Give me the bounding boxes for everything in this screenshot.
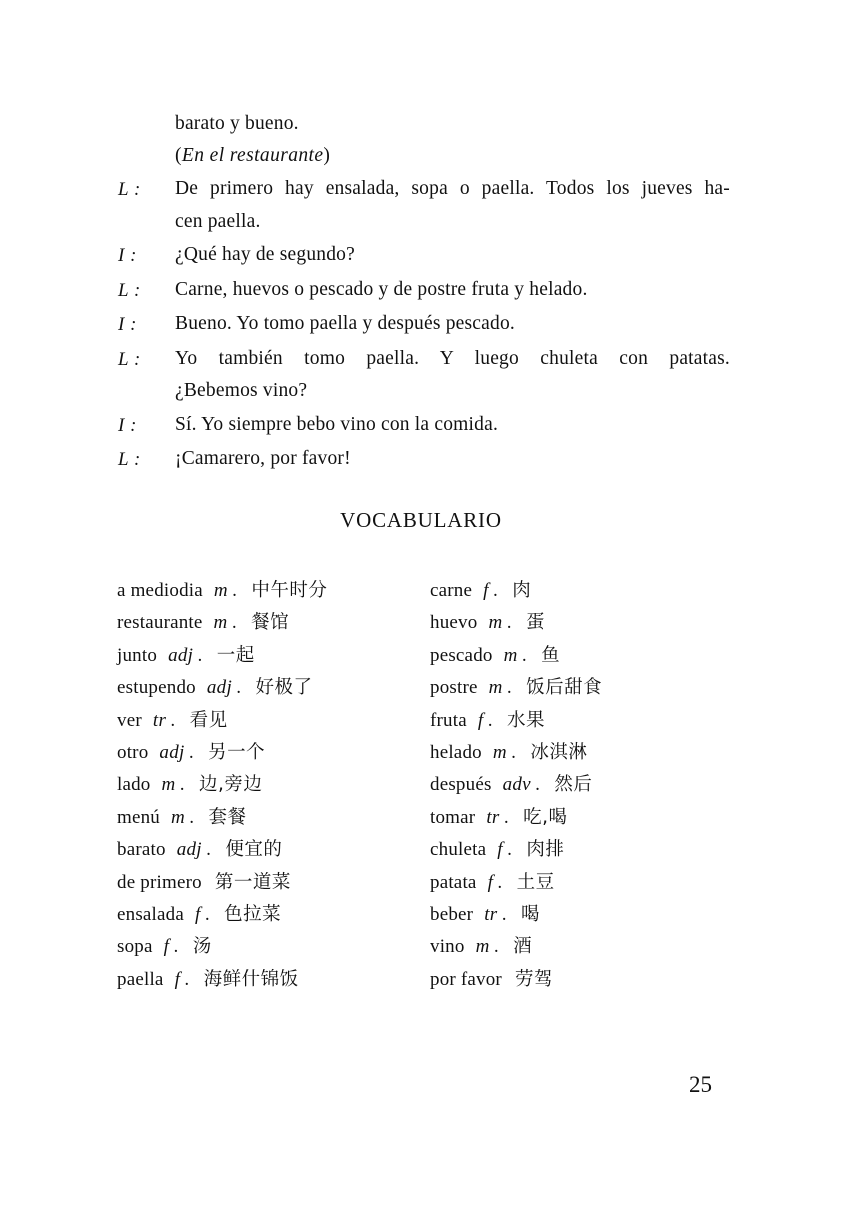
dialogue-line: Yo también tomo paella. Y luego chuleta con patatas. [175, 347, 730, 369]
chinese-gloss: 鱼 [541, 644, 561, 666]
chinese-gloss: 汤 [192, 936, 212, 958]
vocabulary-entry [117, 803, 430, 835]
vocabulary-entry [430, 868, 743, 900]
part-of-speech: f . [497, 839, 512, 861]
chinese-gloss: 色拉菜 [224, 903, 282, 925]
vocabulary-term: sopa [117, 936, 153, 958]
vocabulary-term: vino [430, 936, 465, 958]
vocabulary-term: helado [430, 741, 482, 763]
chinese-gloss: 套餐 [208, 806, 247, 828]
dialogue-turn [118, 173, 730, 238]
vocabulary-entry [430, 932, 743, 964]
part-of-speech: f . [164, 936, 179, 958]
chinese-gloss: 一起 [216, 644, 255, 666]
speaker-label: L : [118, 449, 141, 470]
vocabulary-entry [117, 965, 430, 997]
chinese-gloss: 餐馆 [251, 612, 290, 634]
vocabulary-term: otro [117, 741, 149, 763]
dialogue-text [175, 308, 730, 341]
dialogue-text [175, 274, 730, 307]
vocabulary-entry [430, 641, 743, 673]
stage-direction-open-paren: ( [175, 145, 182, 166]
dialogue-turn [118, 274, 730, 308]
part-of-speech: adj . [177, 839, 212, 861]
vocabulary-term: estupendo [117, 677, 196, 699]
part-of-speech: tr . [484, 904, 507, 926]
chinese-gloss: 吃,喝 [523, 806, 568, 828]
vocabulary-heading: VOCABULARIO [340, 508, 502, 532]
part-of-speech: f . [195, 904, 210, 926]
vocabulary-section [117, 576, 777, 997]
vocabulary-entry [117, 900, 430, 932]
stage-direction-close-paren: ) [323, 145, 331, 166]
continuation-line: barato y bueno. [175, 113, 299, 134]
speaker-label: I : [118, 314, 137, 335]
vocabulary-term: lado [117, 774, 151, 796]
speaker-label: L : [118, 279, 141, 301]
vocabulary-entry [117, 835, 430, 867]
part-of-speech: m . [214, 580, 238, 602]
dialogue-turn [118, 443, 730, 477]
vocabulary-entry [430, 706, 743, 738]
vocabulary-term: fruta [430, 709, 467, 731]
chinese-gloss: 蛋 [525, 612, 545, 634]
dialogue-line: Bueno. Yo tomo paella y después pescado. [175, 313, 515, 334]
vocabulary-term: a mediodia [117, 580, 203, 601]
page-number: 25 [689, 1072, 712, 1097]
dialogue-text [175, 173, 730, 238]
vocabulary-term: restaurante [117, 612, 203, 634]
vocabulary-entry [117, 932, 430, 964]
dialogue-line: Carne, huevos o pescado y de postre fruta y helado. [175, 278, 588, 300]
vocabulary-term: carne [430, 580, 473, 601]
vocabulary-term: menú [117, 806, 161, 828]
vocabulary-entry [117, 738, 430, 770]
vocabulary-entry [430, 900, 743, 932]
dialogue-line: Sí. Yo siempre bebo vino con la comida. [175, 413, 499, 435]
part-of-speech: f . [483, 580, 498, 602]
vocabulary-term: pescado [430, 644, 493, 666]
chinese-gloss: 饭后甜食 [526, 677, 603, 699]
vocabulary-term: ensalada [117, 903, 185, 925]
part-of-speech: adv . [503, 774, 541, 796]
chinese-gloss: 便宜的 [225, 839, 283, 861]
vocabulary-term: de primero [117, 871, 202, 893]
part-of-speech: f . [488, 872, 503, 894]
part-of-speech: m . [162, 774, 186, 796]
speaker-label: I : [118, 245, 137, 266]
part-of-speech: adj . [168, 645, 203, 667]
dialogue-line: ¡Camarero, por favor! [175, 448, 351, 469]
vocabulary-left-column [117, 576, 430, 997]
dialogue-text [175, 343, 730, 408]
vocabulary-entry [117, 868, 430, 900]
part-of-speech: m . [504, 645, 528, 667]
dialogue-line: De primero hay ensalada, sopa o paella. Todos los jueves ha- [175, 178, 730, 199]
dialogue-line: cen paella. [175, 210, 261, 232]
part-of-speech: m . [171, 807, 195, 829]
vocabulary-term: ver [117, 709, 142, 731]
vocabulary-term: tomar [430, 806, 476, 828]
stage-direction-text: En el restaurante [181, 145, 324, 166]
chinese-gloss: 然后 [554, 774, 593, 796]
part-of-speech: adj . [207, 677, 242, 699]
vocabulary-entry [117, 673, 430, 705]
vocabulary-term: beber [430, 903, 474, 925]
vocabulary-entry [117, 576, 430, 608]
vocabulary-right-column [430, 576, 743, 997]
vocabulary-entry [430, 738, 743, 770]
vocabulary-entry [117, 770, 430, 802]
vocabulary-entry [430, 835, 743, 867]
vocabulary-term: postre [430, 677, 478, 699]
part-of-speech: m . [476, 936, 500, 958]
vocabulary-entry [117, 608, 430, 640]
part-of-speech: tr . [153, 710, 176, 732]
vocabulary-entry [430, 673, 743, 705]
dialogue-turn [118, 239, 730, 273]
vocabulary-entry [430, 770, 743, 802]
part-of-speech: m . [214, 612, 238, 634]
chinese-gloss: 肉排 [526, 839, 565, 861]
dialogue-line: ¿Bebemos vino? [175, 380, 308, 401]
dialogue-section [118, 108, 730, 477]
vocabulary-term: junto [117, 644, 158, 666]
part-of-speech: m . [493, 742, 517, 764]
chinese-gloss: 冰淇淋 [530, 741, 588, 763]
dialogue-turn [118, 308, 730, 342]
vocabulary-entry [430, 576, 743, 608]
part-of-speech: m . [488, 612, 512, 634]
dialogue-turn-list [118, 173, 730, 477]
dialogue-turn [118, 409, 730, 443]
chinese-gloss: 看见 [189, 709, 228, 731]
chinese-gloss: 好极了 [255, 677, 313, 699]
vocabulary-entry [430, 803, 743, 835]
part-of-speech: f . [175, 969, 190, 991]
chinese-gloss: 中午时分 [251, 580, 328, 601]
dialogue-text [175, 239, 730, 272]
vocabulary-term: por favor [430, 968, 502, 990]
chinese-gloss: 第一道菜 [214, 871, 291, 893]
part-of-speech: f . [478, 710, 493, 732]
chinese-gloss: 喝 [520, 903, 540, 925]
part-of-speech: tr . [486, 807, 509, 829]
speaker-label: L : [118, 179, 141, 200]
chinese-gloss: 肉 [512, 580, 532, 601]
vocabulary-term: huevo [430, 612, 478, 634]
dialogue-text [175, 443, 730, 476]
dialogue-turn [118, 343, 730, 408]
chinese-gloss: 土豆 [516, 871, 555, 893]
chinese-gloss: 劳驾 [514, 968, 553, 990]
vocabulary-entry [430, 965, 743, 997]
speaker-label: L : [118, 348, 141, 370]
chinese-gloss: 酒 [513, 936, 533, 958]
part-of-speech: m . [489, 677, 513, 699]
chinese-gloss: 海鲜什锦饭 [203, 968, 299, 990]
chinese-gloss: 边,旁边 [199, 774, 263, 796]
vocabulary-entry [430, 608, 743, 640]
vocabulary-term: patata [430, 871, 477, 893]
stage-direction [175, 140, 730, 172]
vocabulary-term: chuleta [430, 839, 487, 861]
vocabulary-entry [117, 641, 430, 673]
chinese-gloss: 水果 [506, 709, 545, 731]
speaker-label: I : [118, 414, 137, 436]
vocabulary-term: después [430, 774, 492, 796]
chinese-gloss: 另一个 [208, 741, 266, 763]
dialogue-text [175, 409, 730, 442]
part-of-speech: adj . [159, 742, 194, 764]
dialogue-line: ¿Qué hay de segundo? [175, 244, 355, 265]
vocabulary-entry [117, 706, 430, 738]
vocabulary-term: paella [117, 968, 164, 990]
vocabulary-term: barato [117, 839, 166, 861]
